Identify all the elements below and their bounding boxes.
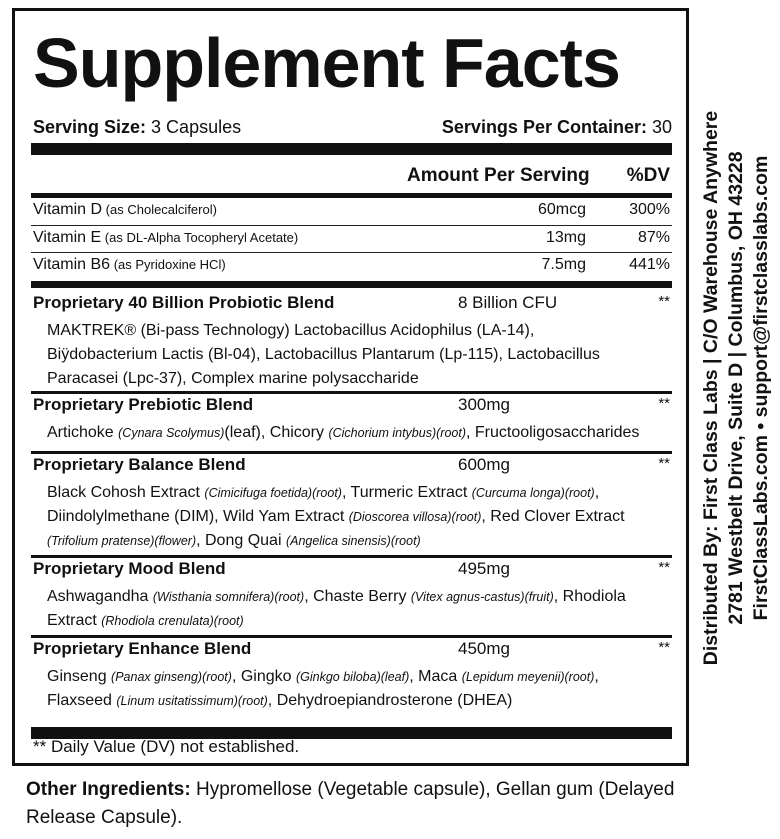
distributor-line-3: FirstClassLabs.com • support@firstclasslabs.com (750, 155, 772, 621)
vitamin-name: Vitamin D (as Cholecalciferol) (33, 201, 217, 218)
serving-size (33, 117, 241, 138)
ingredient-line: Ashwagandha (Wisthania somnifera)(root), Chaste Berry (Vitex agnus-castus)(fruit), Rhodiola (47, 588, 626, 605)
servings-per-container-value: 30 (646, 117, 672, 137)
blend-name: Proprietary Enhance Blend (33, 639, 252, 658)
vitamin-name: Vitamin E (as DL-Alpha Tocopheryl Acetate) (33, 229, 299, 246)
blend-dv: ** (658, 639, 670, 656)
blend-divider (31, 635, 672, 638)
vitamin-amount: 60mcg (537, 201, 586, 218)
blend-divider (31, 451, 672, 454)
dv-header: %DV (626, 165, 670, 186)
vitamin-dv: 87% (637, 229, 670, 246)
blend-amount: 600mg (458, 455, 510, 474)
ingredient-line: Biÿdobacterium Lactis (Bl-04), Lactobacillus Plantarum (Lp-115), Lactobacillus (47, 346, 600, 363)
vitamin-dv: 441% (629, 256, 670, 273)
distributor-line-2: 2781 Westbelt Drive, Suite D | Columbus, OH 43228 (725, 151, 747, 625)
vitamin-name: Vitamin B6 (as Pyridoxine HCl) (33, 256, 226, 273)
blend-divider (31, 555, 672, 558)
blend-divider (31, 391, 672, 394)
ingredient-line: MAKTREK® (Bi-pass Technology) Lactobacillus Acidophilus (LA-14), (47, 322, 535, 339)
vitamin-amount: 13mg (545, 229, 586, 246)
ingredient-line: (Trifolium pratense)(flower), Dong Quai (Angelica sinensis)(root) (47, 532, 421, 549)
distributor-line-1: Distributed By: First Class Labs | C/O Warehouse Anywhere (700, 110, 722, 666)
ingredient-line: Diindolylmethane (DIM), Wild Yam Extract (Dioscorea villosa)(root), Red Clover Extract (47, 508, 625, 525)
blend-amount: 8 Billion CFU (458, 293, 558, 312)
blend-dv: ** (658, 293, 670, 310)
servings-per-container-label: Servings Per Container: (441, 117, 647, 137)
ingredient-line: Paracasei (Lpc-37), Complex marine polysaccharide (47, 370, 419, 387)
blend-amount: 450mg (458, 639, 510, 658)
blend-amount: 300mg (458, 395, 510, 414)
blend-ingredients (47, 585, 668, 633)
supplement-facts-panel (12, 8, 689, 766)
ingredient-line: Black Cohosh Extract (Cimicifuga foetida)(root), Turmeric Extract (Curcuma longa)(root), (47, 484, 600, 501)
blend-ingredients (47, 421, 668, 445)
blend-dv: ** (658, 559, 670, 576)
column-header (31, 163, 672, 193)
blend-dv: ** (658, 455, 670, 472)
dv-footnote: ** Daily Value (DV) not established. (33, 737, 300, 756)
blend-name: Proprietary 40 Billion Probiotic Blend (33, 293, 335, 312)
ingredient-line: Extract (Rhodiola crenulata)(root) (47, 612, 244, 629)
distributor-info (699, 38, 777, 738)
amount-header: Amount Per Serving (407, 165, 590, 186)
vitamin-row (31, 198, 672, 224)
ingredient-line: Artichoke (Cynara Scolymus)(leaf), Chicory (Cichorium intybus)(root), Fructooligosaccharides (47, 424, 640, 441)
vitamin-row (31, 252, 672, 279)
serving-size-value: 3 Capsules (146, 117, 242, 137)
blend-ingredients (47, 319, 668, 391)
other-ingredients-text: Hypromellose (Vegetable capsule), Gellan gum (Delayed Release Capsule). (26, 779, 675, 828)
servings-per-container (442, 117, 672, 138)
vitamin-amount: 7.5mg (541, 256, 586, 273)
serving-info (33, 117, 672, 139)
blend-name: Proprietary Prebiotic Blend (33, 395, 254, 414)
vitamin-dv: 300% (629, 201, 670, 218)
blend-amount: 495mg (458, 559, 510, 578)
blend-name: Proprietary Mood Blend (33, 559, 226, 578)
blend-ingredients (47, 481, 668, 553)
vitamin-divider (31, 281, 672, 288)
thick-divider (31, 143, 672, 155)
other-ingredients (26, 776, 686, 832)
ingredient-line: Flaxseed (Linum usitatissimum)(root), Dehydroepiandrosterone (DHEA) (47, 692, 513, 709)
vitamin-row (31, 225, 672, 252)
ingredient-line: Ginseng (Panax ginseng)(root), Gingko (Ginkgo biloba)(leaf), Maca (Lepidum meyenii)(root), (47, 668, 599, 685)
other-ingredients-label: Other Ingredients: (26, 779, 191, 800)
blend-ingredients (47, 665, 668, 713)
serving-size-label: Serving Size: (33, 117, 147, 137)
blend-name: Proprietary Balance Blend (33, 455, 246, 474)
panel-title: Supplement Facts (33, 24, 620, 102)
blend-dv: ** (658, 395, 670, 412)
